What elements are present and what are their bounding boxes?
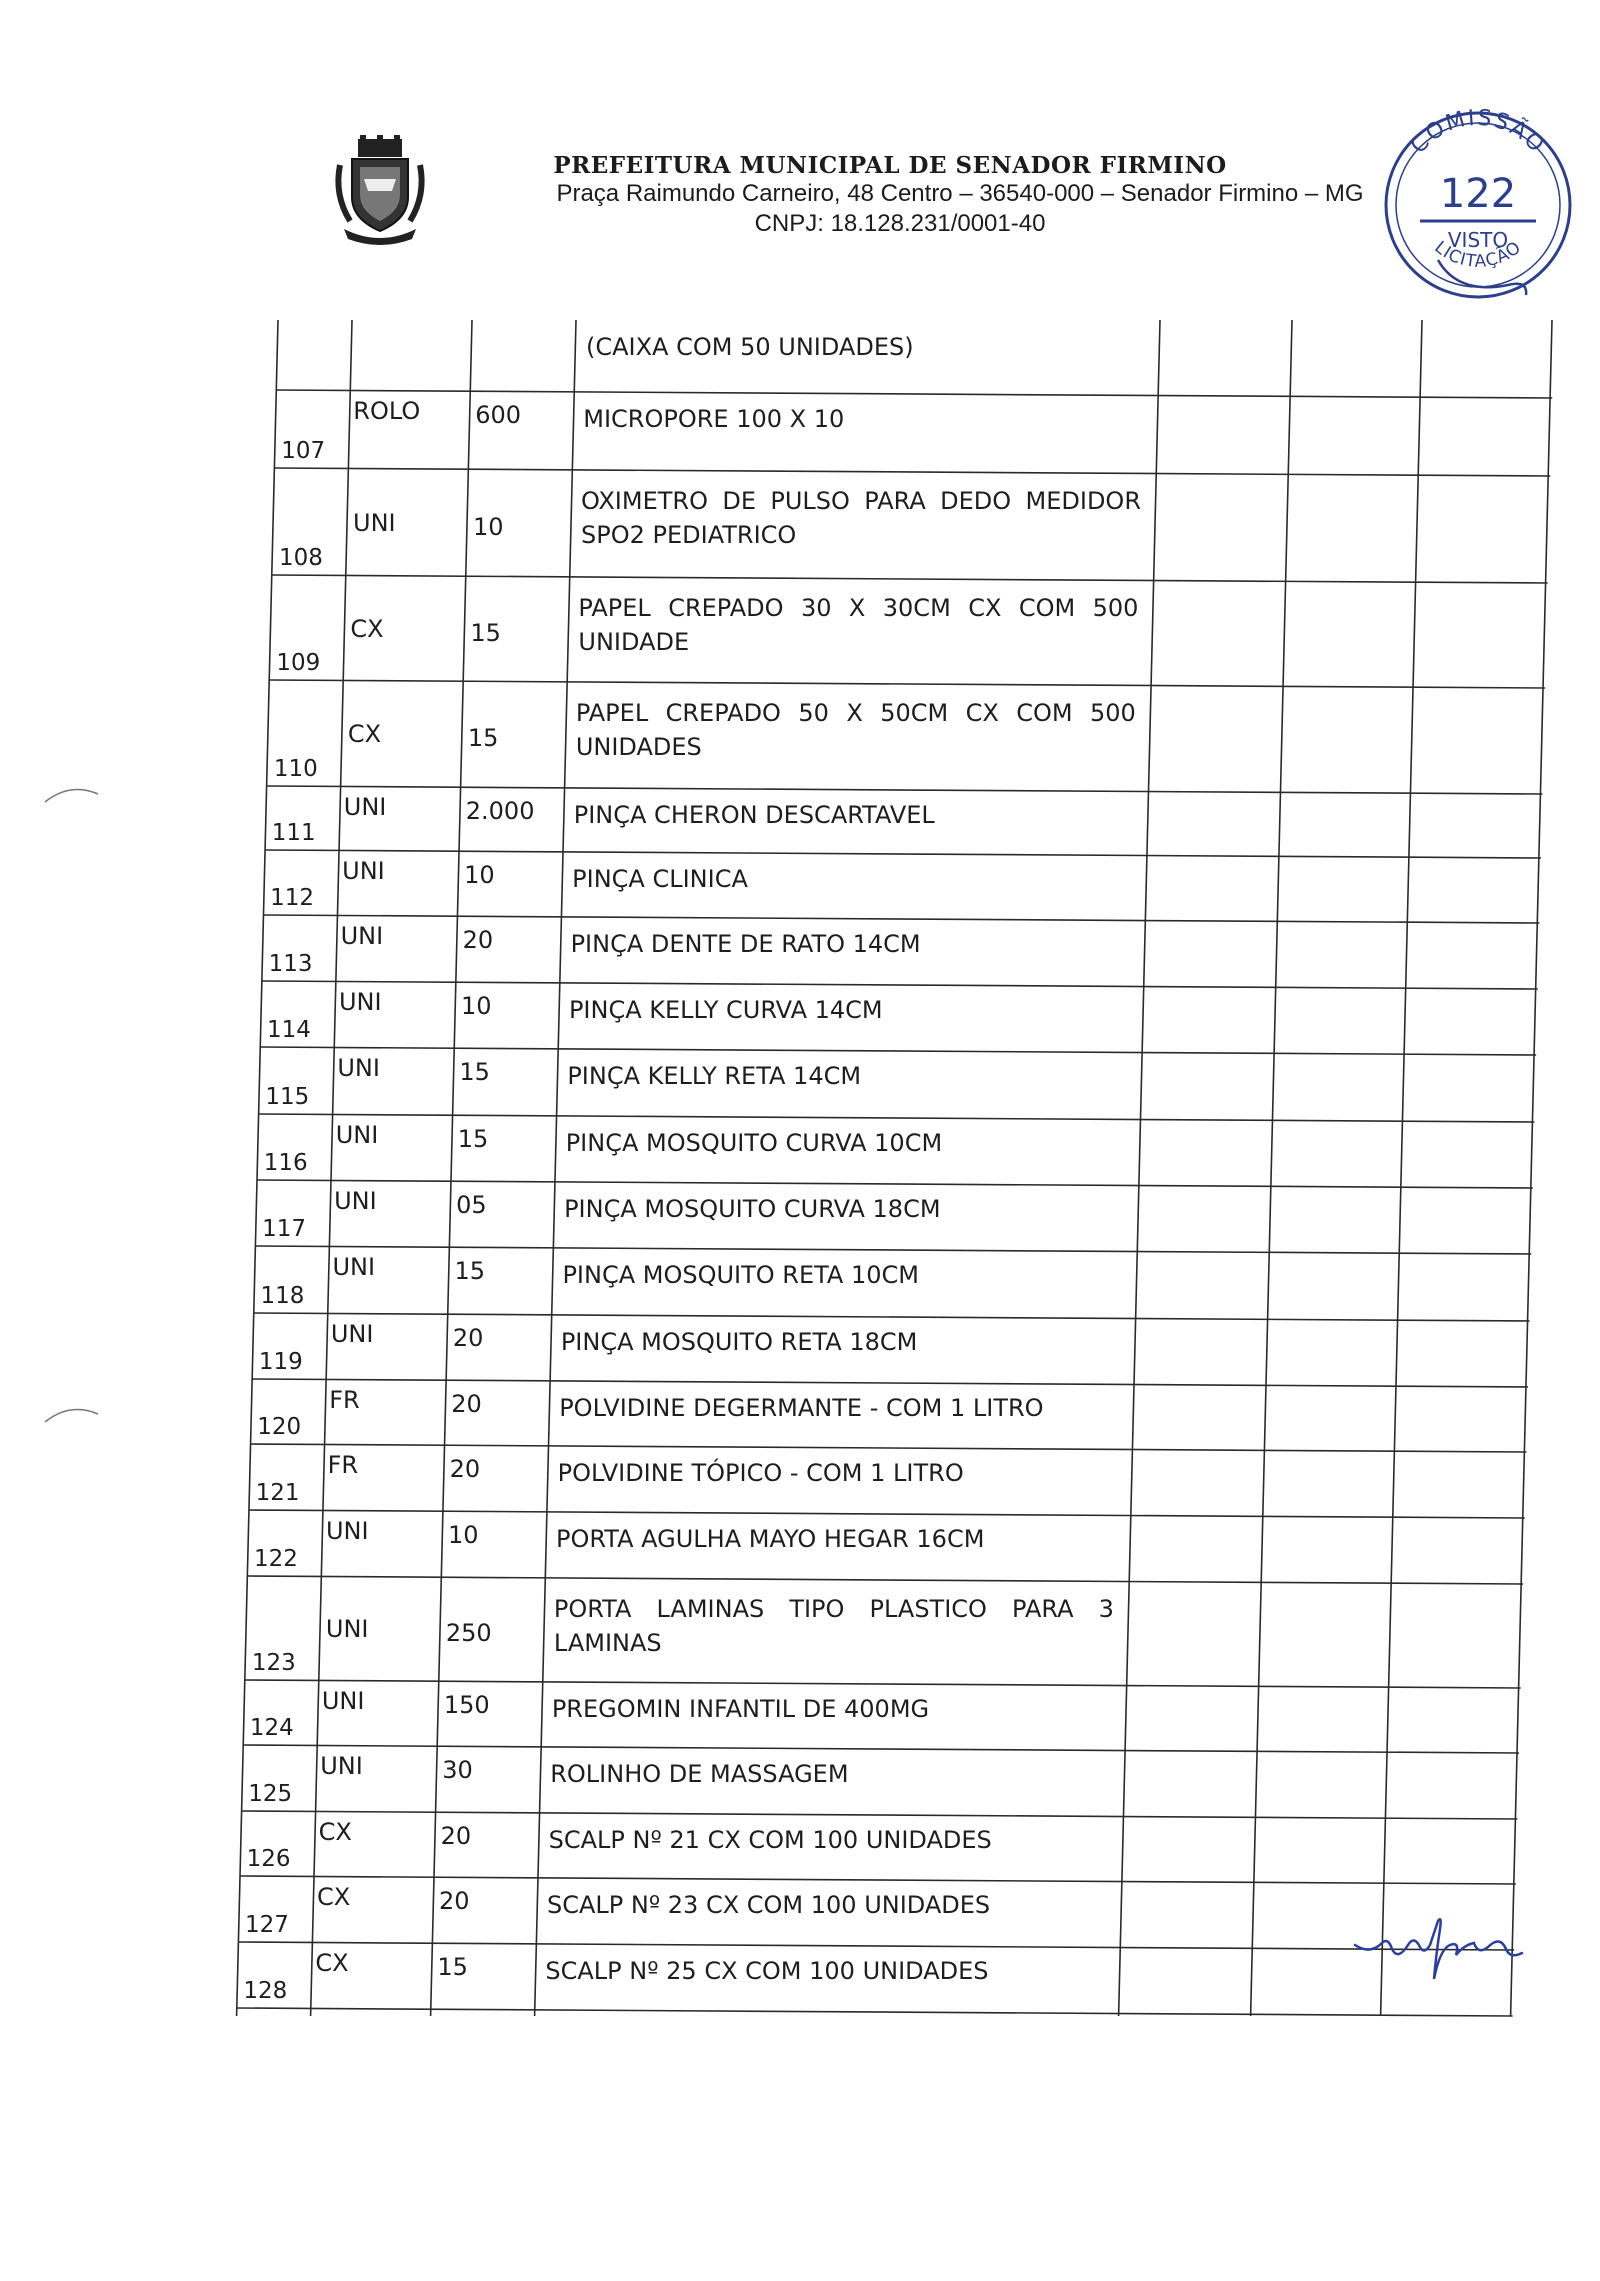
item-unit: UNI [353,508,396,537]
item-number: 120 [257,1414,302,1440]
item-quantity: 10 [447,1521,479,1549]
grid-line [240,1876,1516,1884]
item-number: 111 [271,820,316,846]
stamp-mid-text: VISTO [1447,228,1509,252]
item-number: 110 [273,756,318,782]
item-number: 125 [248,1781,293,1807]
item-unit: CX [347,720,382,748]
item-description: SCALP Nº 21 CX COM 100 UNIDADES [548,1826,992,1854]
stamp-number: 122 [1439,171,1517,217]
continuation-description: (CAIXA COM 50 UNIDADES) [586,333,914,361]
grid-line [243,1745,1519,1753]
item-quantity: 20 [440,1822,472,1850]
item-quantity: 20 [452,1324,484,1352]
item-description: PINÇA CLINICA [572,865,748,893]
item-quantity: 20 [451,1390,482,1418]
item-quantity: 10 [473,512,504,541]
item-unit: UNI [321,1687,365,1715]
item-unit: UNI [330,1320,374,1348]
item-quantity: 10 [464,861,495,889]
header-address: Praça Raimundo Carneiro, 48 Centro – 36540-000 – Senador Firmino – MG [556,180,1364,207]
item-unit: FR [327,1451,359,1479]
item-quantity: 15 [459,1058,490,1086]
item-number: 126 [246,1846,291,1872]
grid-line [269,680,1545,688]
grid-line [252,1379,1528,1387]
item-description: ROLINHO DE MASSAGEM [550,1760,849,1788]
item-number: 118 [260,1283,305,1309]
item-description: PINÇA KELLY RETA 14CM [567,1062,862,1090]
item-description: PINÇA DENTE DE RATO 14CM [570,930,921,958]
item-description: PAPEL CREPADO 50 X 50CM CX COM 500 UNIDADES [575,699,1136,761]
item-description: OXIMETRO DE PULSO PARA DEDO MEDIDOR SPO2 PEDIATRICO [581,487,1141,549]
item-description: PINÇA KELLY CURVA 14CM [568,996,883,1024]
item-number: 109 [276,650,321,676]
item-quantity: 15 [457,1125,489,1153]
item-quantity: 20 [439,1887,470,1915]
item-unit: UNI [343,793,387,821]
item-quantity: 10 [460,992,492,1020]
item-quantity: 15 [467,724,499,752]
grid-line [260,1047,1536,1055]
grid-line [267,786,1543,794]
item-unit: UNI [335,1121,379,1149]
item-description: PINÇA CHERON DESCARTAVEL [573,801,935,829]
item-description: POLVIDINE TÓPICO - COM 1 LITRO [557,1459,964,1487]
item-description: MICROPORE 100 X 10 [583,405,845,433]
scan-mark [40,780,100,810]
grid-line [1381,320,1422,2016]
grid-line [262,981,1538,989]
item-number: 107 [281,438,326,464]
item-description: PORTA AGULHA MAYO HEGAR 16CM [555,1525,985,1553]
grid-line [1251,320,1292,2016]
item-number: 122 [253,1546,298,1572]
item-number: 113 [268,951,313,977]
grid-line [245,1680,1521,1688]
header-title: PREFEITURA MUNICIPAL DE SENADOR FIRMINO [553,152,1227,179]
grid-line [274,468,1550,476]
item-quantity: 20 [462,926,494,954]
grid-line [255,1246,1531,1254]
grid-line [1511,320,1552,2016]
item-description: PINÇA MOSQUITO CURVA 18CM [564,1195,941,1223]
item-number: 117 [262,1216,306,1242]
item-quantity: 30 [442,1756,473,1784]
item-number: 112 [270,885,315,911]
item-quantity: 250 [445,1619,492,1647]
stamp-top-text: COMISSÃO [1406,105,1550,159]
grid-line [276,390,1552,398]
item-quantity: 600 [475,401,522,429]
item-quantity: 150 [443,1691,490,1719]
item-quantity: 15 [454,1257,485,1285]
item-quantity: 20 [449,1455,481,1483]
item-description: POLVIDINE DEGERMANTE - COM 1 LITRO [559,1394,1044,1422]
grid-line [254,1313,1530,1321]
grid-line [238,1942,1514,1950]
item-number: 121 [255,1480,300,1506]
item-unit: CX [318,1818,352,1846]
item-description: SCALP Nº 25 CX COM 100 UNIDADES [545,1957,989,1985]
item-unit: UNI [340,922,384,950]
item-description: PINÇA MOSQUITO RETA 10CM [562,1261,919,1289]
item-quantity: 15 [470,618,501,647]
item-unit: UNI [325,1517,369,1545]
item-unit: CX [350,614,384,643]
grid-line [263,915,1539,923]
header-cnpj: CNPJ: 18.128.231/0001-40 [754,210,1046,237]
item-description: PREGOMIN INFANTIL DE 400MG [551,1695,930,1723]
item-unit: ROLO [353,397,421,425]
item-unit: UNI [332,1253,376,1281]
item-unit: UNI [325,1615,369,1643]
grid-line [241,1811,1517,1819]
item-unit: CX [315,1949,349,1977]
item-unit: UNI [337,1054,380,1082]
item-number: 124 [249,1715,294,1741]
item-description: PINÇA MOSQUITO CURVA 10CM [565,1129,943,1157]
item-number: 108 [279,545,323,571]
item-description: PINÇA MOSQUITO RETA 18CM [560,1328,918,1356]
item-unit: FR [329,1386,360,1414]
stamp-bottom-text: LICITAÇÃO [1430,237,1526,272]
item-description: PORTA LAMINAS TIPO PLASTICO PARA 3 LAMINAS [553,1595,1114,1657]
item-unit: UNI [338,988,382,1016]
item-unit: CX [317,1883,351,1911]
item-number: 116 [263,1150,308,1176]
grid-line [249,1510,1525,1518]
grid-line [237,2008,1513,2016]
grid-line [258,1114,1534,1122]
item-number: 114 [266,1017,311,1043]
grid-line [272,575,1548,583]
grid-line [250,1444,1526,1452]
grid-line [247,1576,1523,1584]
grid-line [1119,320,1160,2016]
item-quantity: 05 [456,1191,487,1219]
item-unit: UNI [334,1187,377,1215]
item-unit: UNI [320,1752,363,1780]
scan-mark [40,1400,100,1430]
signature-initials [1350,1915,1530,1985]
item-quantity: 2.000 [465,797,535,825]
item-number: 123 [251,1650,296,1676]
grid-line [265,850,1541,858]
item-number: 127 [245,1912,289,1938]
item-unit: UNI [342,857,385,885]
item-number: 119 [258,1349,303,1375]
item-quantity: 15 [437,1953,468,1981]
item-description: SCALP Nº 23 CX COM 100 UNIDADES [547,1891,991,1919]
item-number: 115 [265,1084,310,1110]
item-description: PAPEL CREPADO 30 X 30CM CX COM 500 UNIDADE [578,594,1139,656]
item-number: 128 [243,1978,288,2004]
grid-line [257,1180,1533,1188]
